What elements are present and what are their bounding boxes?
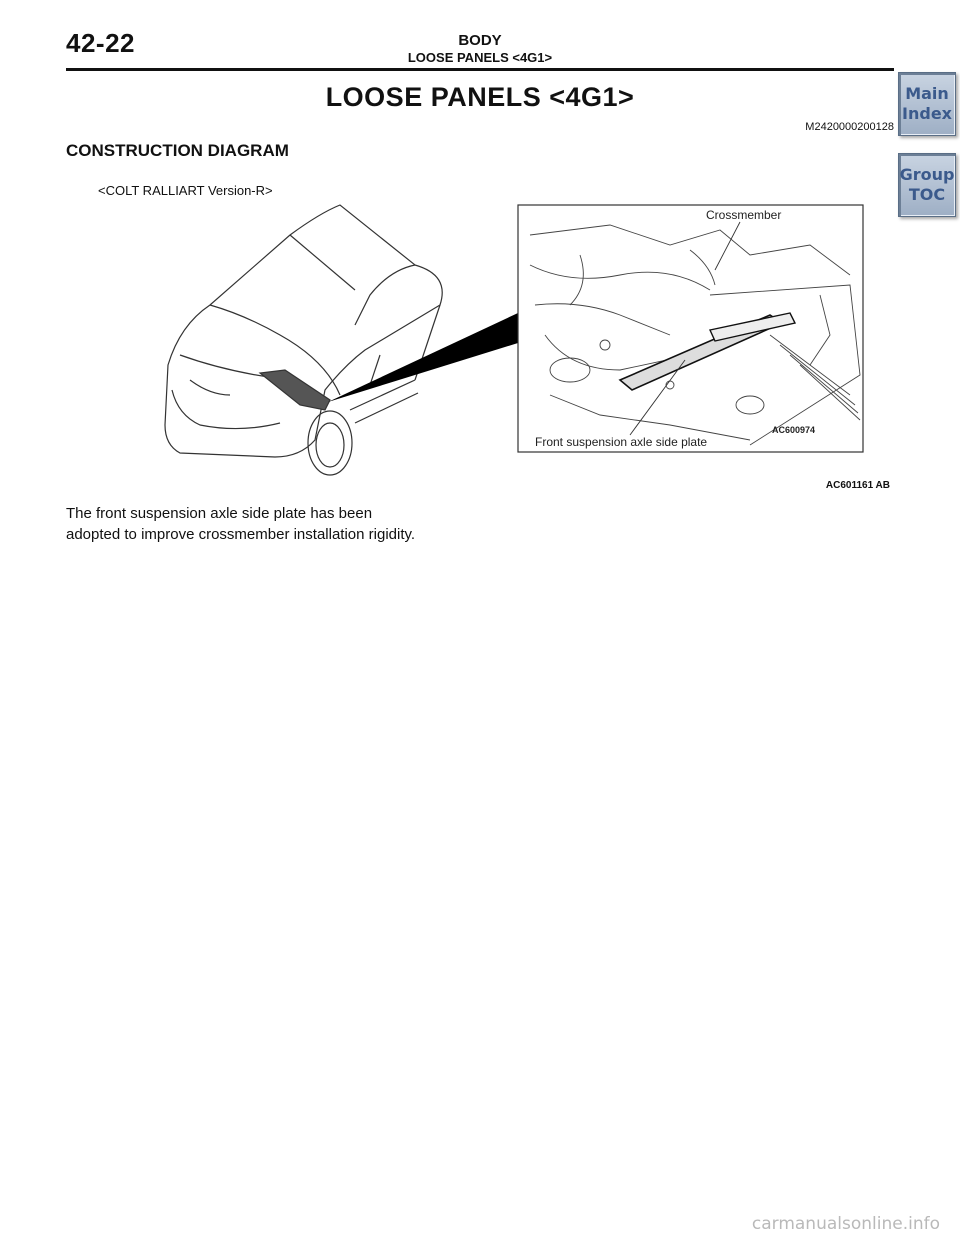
main-index-label-2: Index: [902, 104, 952, 123]
page-title: LOOSE PANELS <4G1>: [325, 82, 635, 112]
figure-code: AC601161 AB: [825, 480, 890, 491]
description: [66, 503, 486, 545]
construction-diagram: [150, 195, 880, 480]
side-plate-label: Front suspension axle side plate: [535, 435, 708, 449]
watermark: carmanualsonline.info: [751, 1214, 940, 1234]
description-line-2: adopted to improve crossmember installation rigidity.: [66, 526, 416, 543]
group-toc-button[interactable]: [898, 153, 956, 217]
group-toc-label-2: TOC: [908, 185, 946, 204]
detail-frame: [518, 205, 863, 452]
main-index-label-1: Main: [905, 84, 949, 103]
variant-label: <COLT RALLIART Version-R>: [98, 183, 273, 198]
car-illustration: [165, 205, 442, 475]
subsection-name: LOOSE PANELS <4G1>: [407, 50, 553, 65]
section-name: BODY: [458, 32, 502, 49]
section-heading: CONSTRUCTION DIAGRAM: [66, 141, 289, 160]
page-number: 42-22: [66, 28, 135, 58]
crossmember-label: Crossmember: [706, 208, 782, 222]
description-line-1: The front suspension axle side plate has been: [66, 505, 373, 522]
header-rule: [66, 68, 894, 71]
document-code: M2420000200128: [805, 121, 894, 133]
group-toc-label-1: Group: [899, 165, 955, 184]
detail-code: AC600974: [772, 425, 816, 435]
